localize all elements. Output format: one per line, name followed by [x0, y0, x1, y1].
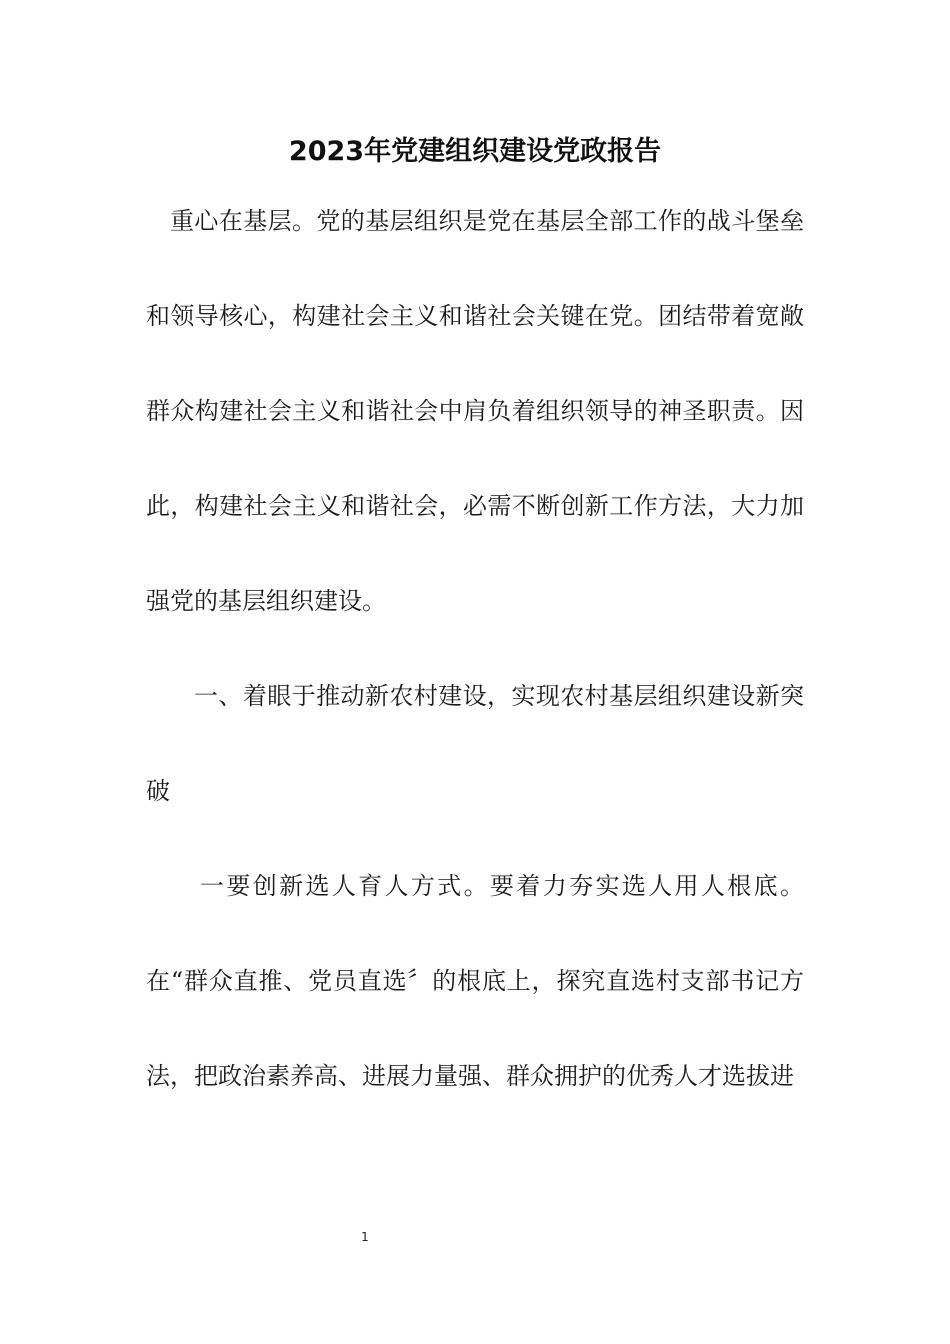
document-body — [146, 174, 804, 1124]
paragraph-intro: 重心在基层。党的基层组织是党在基层全部工作的战斗堡垒和领导核心，构建社会主义和谐社会关键在党。团结带着宽敞群众构建社会主义和谐社会中肩负着组织领导的神圣职责。因此，构建社会主义和谐社会，必需不断创新工作方法，大力加强党的基层组织建设。 — [146, 207, 804, 615]
section-heading-1: 一、着眼于推动新农村建设，实现农村基层组织建设新突破 — [146, 682, 804, 805]
document-title: 2023年党建组织建设党政报告 — [288, 136, 662, 167]
paragraph-selection-method: 一要创新选人育人方式。要着力夯实选人用人根底。在“群众直推、党员直选〞的根底上，探究直选村支部书记方法，把政治素养高、进展力量强、群众拥护的优秀人才选拔进 — [146, 872, 804, 1090]
page-number: 1 — [361, 1230, 369, 1244]
